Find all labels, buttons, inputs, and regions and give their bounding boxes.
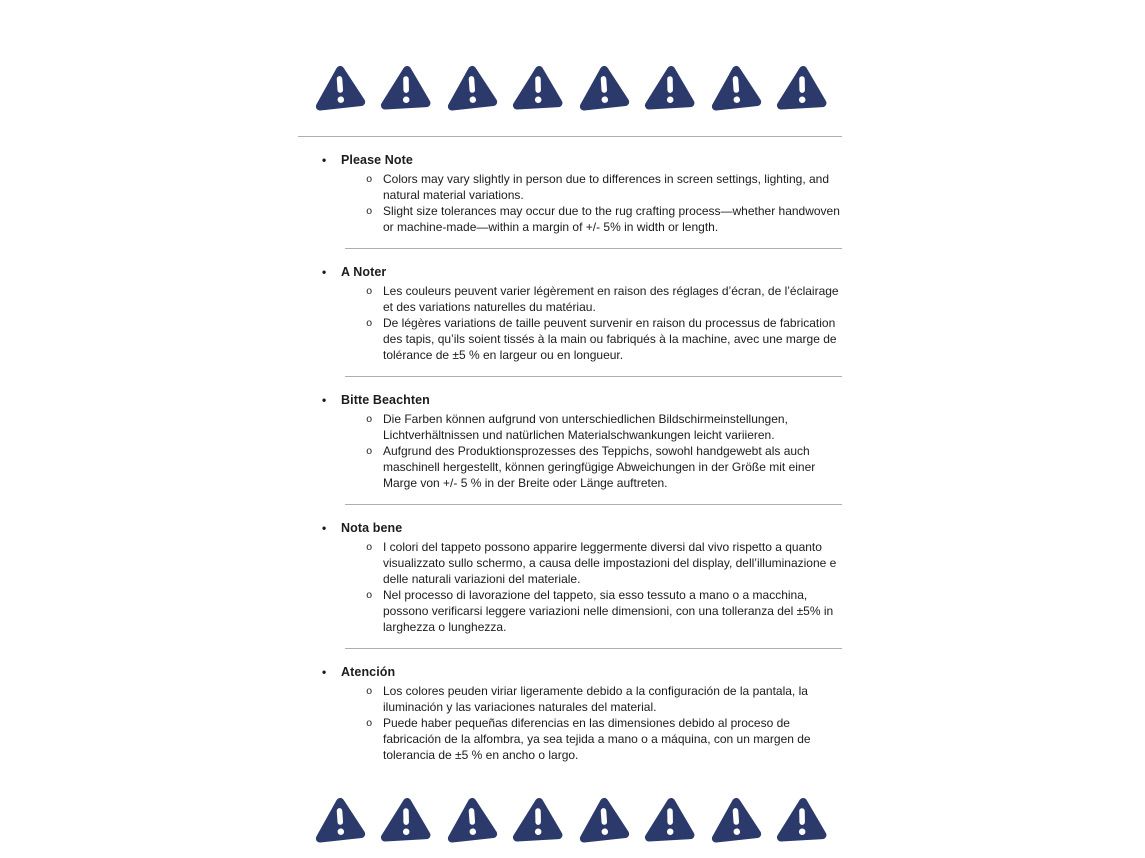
divider [345,376,842,377]
note-text: Puede haber pequeñas diferencias en las dimensiones debido al proceso de fabricación de la alfombra, ya sea tejida a mano o a máquina, con un margen de tolerancia de ±5 % en ancho o largo. [383,716,811,762]
warning-triangle-icon [311,59,367,116]
bullet-marker: • [322,521,327,535]
divider [345,248,842,249]
section-please-note [298,152,842,235]
list-item [298,443,842,491]
warning-triangle-icon [707,59,763,116]
warning-triangle-icon [443,59,499,116]
list-item [298,587,842,635]
warning-triangle-icon [643,61,696,116]
bullet-marker: • [322,393,327,407]
section-nota-bene [298,520,842,635]
list-item [298,203,842,235]
list-item [298,683,842,715]
bullet-marker: • [322,265,327,279]
warning-triangle-icon [511,793,564,848]
section-bitte-beachten [298,392,842,491]
sub-bullet-marker: o [366,686,373,698]
section-atencion [298,664,842,763]
warning-triangle-icon [511,61,564,116]
section-a-noter [298,264,842,363]
sub-bullet-marker: o [366,590,373,602]
list-item [298,411,842,443]
bullet-marker: • [322,665,327,679]
warning-row-top [298,61,842,115]
divider [298,136,842,137]
note-text: Die Farben können aufgrund von unterschiedlichen Bildschirmeinstellungen, Lichtverhältnissen und natürlichen Materialschwankungen leicht variieren. [383,412,788,442]
warning-triangle-icon [379,61,432,116]
note-text: I colori del tappeto possono apparire leggermente diversi dal vivo rispetto a quanto visualizzato sullo schermo, a causa delle impostazioni del display, dell’illuminazione e delle naturali variazioni del materiale. [383,540,837,586]
section-heading: A Noter [341,265,387,279]
document-page [298,0,842,847]
warning-triangle-icon [443,791,499,848]
sub-bullet-marker: o [366,174,373,186]
list-item [298,315,842,363]
list-item [298,715,842,763]
divider [345,648,842,649]
warning-triangle-icon [707,791,763,848]
warning-triangle-icon [643,793,696,848]
sub-bullet-marker: o [366,718,373,730]
warning-triangle-icon [575,59,631,116]
divider [345,504,842,505]
sub-bullet-marker: o [366,206,373,218]
note-text: Les couleurs peuvent varier légèrement en raison des réglages d’écran, de l’éclairage et des variations naturelles du matériau. [383,284,839,314]
warning-row-bottom [298,793,842,847]
sub-bullet-marker: o [366,318,373,330]
list-item [298,539,842,587]
note-text: Colors may vary slightly in person due to differences in screen settings, lighting, and natural material variations. [383,172,830,202]
note-text: Los colores peuden viriar ligeramente debido a la configuración de la pantala, la iluminación y las variaciones naturales del material. [383,684,808,714]
bullet-marker: • [322,153,327,167]
note-text: Slight size tolerances may occur due to the rug crafting process—whether handwoven or machine-made—within a margin of +/- 5% in width or length. [383,204,840,234]
section-heading: Atención [341,665,396,679]
section-heading: Please Note [341,153,413,167]
warning-triangle-icon [775,793,828,848]
list-item [298,283,842,315]
sub-bullet-marker: o [366,446,373,458]
list-item [298,171,842,203]
sub-bullet-marker: o [366,414,373,426]
section-heading: Bitte Beachten [341,393,430,407]
section-heading: Nota bene [341,521,403,535]
sub-bullet-marker: o [366,542,373,554]
warning-triangle-icon [379,793,432,848]
note-text: Aufgrund des Produktionsprozesses des Teppichs, sowohl handgewebt als auch maschinell hergestellt, können geringfügige Abweichungen in der Größe mit einer Marge von +/- 5 % in der Breite oder Länge auftreten. [383,444,816,490]
warning-triangle-icon [311,791,367,848]
note-text: Nel processo di lavorazione del tappeto, sia esso tessuto a mano o a macchina, possono verificarsi leggere variazioni nelle dimensioni, con una tolleranza del ±5% in larghezza o lunghezza. [383,588,834,634]
sub-bullet-marker: o [366,286,373,298]
warning-triangle-icon [775,61,828,116]
warning-triangle-icon [575,791,631,848]
note-text: De légères variations de taille peuvent survenir en raison du processus de fabrication des tapis, qu’ils soient tissés à la main ou fabriqués à la machine, avec une marge de tolérance de ±5 % en largeur ou en longueur. [383,316,837,362]
